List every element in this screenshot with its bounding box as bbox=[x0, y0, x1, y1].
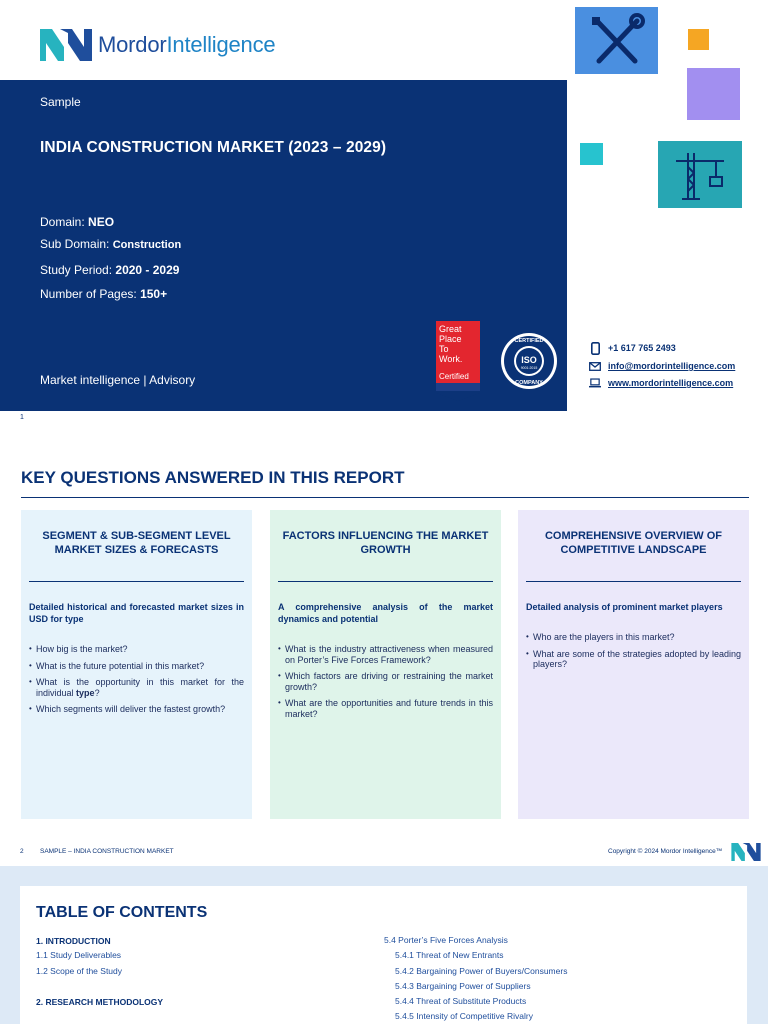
card-market-sizes bbox=[21, 510, 252, 819]
card-lead: A comprehensive analysis of the market dynamics and potential bbox=[278, 602, 493, 624]
footer-copyright: Copyright © 2024 Mordor Intelligence™ bbox=[608, 848, 723, 855]
card-question-list bbox=[29, 644, 244, 721]
list-item: • How big is the market? bbox=[29, 644, 244, 655]
purple-square bbox=[687, 68, 740, 120]
list-item: • What is the future potential in this market? bbox=[29, 661, 244, 672]
list-item: • What are the opportunities and future trends in this market? bbox=[278, 698, 493, 719]
great-place-to-work-badge bbox=[436, 321, 480, 401]
website-link[interactable]: www.mordorintelligence.com bbox=[608, 378, 734, 388]
svg-text:9001:2015: 9001:2015 bbox=[520, 366, 538, 370]
subdomain-row: Sub Domain: Construction bbox=[40, 237, 182, 251]
tools-tile bbox=[575, 7, 658, 74]
page-number-1: 1 bbox=[20, 414, 24, 421]
domain-row: Domain: NEO bbox=[40, 215, 115, 229]
pages-row: Number of Pages: 150+ bbox=[40, 287, 168, 301]
key-questions-title: KEY QUESTIONS ANSWERED IN THIS REPORT bbox=[21, 468, 405, 487]
svg-text:CERTIFIED: CERTIFIED bbox=[514, 338, 544, 344]
mordor-logo-icon bbox=[40, 29, 92, 61]
svg-text:To: To bbox=[439, 344, 449, 354]
study-period-row: Study Period: 2020 - 2029 bbox=[40, 263, 180, 277]
wrench-screwdriver-icon bbox=[575, 7, 658, 74]
card-question-list bbox=[526, 632, 741, 676]
svg-text:COMPANY: COMPANY bbox=[515, 380, 543, 386]
toc-entry[interactable]: 5.4 Porter’s Five Forces Analysis bbox=[384, 935, 508, 945]
svg-text:ISO: ISO bbox=[521, 355, 537, 365]
toc-entry[interactable]: 5.4.2 Bargaining Power of Buyers/Consumers bbox=[395, 966, 568, 976]
report-title: INDIA CONSTRUCTION MARKET (2023 – 2029) bbox=[40, 139, 387, 156]
brand-name: MordorIntelligence bbox=[98, 32, 276, 57]
phone-icon bbox=[589, 342, 601, 354]
toc-entry[interactable]: 2. RESEARCH METHODOLOGY bbox=[36, 997, 164, 1007]
contact-phone: +1 617 765 2493 bbox=[589, 342, 676, 354]
card-competitive-landscape bbox=[518, 510, 749, 819]
card-market-factors bbox=[270, 510, 501, 819]
card-heading: SEGMENT & SUB-SEGMENT LEVEL MARKET SIZES & FORECASTS bbox=[42, 530, 231, 556]
toc-entry[interactable]: 1.2 Scope of the Study bbox=[36, 966, 123, 976]
svg-text:Work.: Work. bbox=[439, 354, 463, 364]
card-question-list bbox=[278, 644, 493, 725]
toc-entry[interactable]: 1.1 Study Deliverables bbox=[36, 950, 122, 960]
card-lead: Detailed analysis of prominent market players bbox=[526, 602, 723, 612]
footer-label: SAMPLE – INDIA CONSTRUCTION MARKET bbox=[40, 848, 174, 855]
list-item: • Which segments will deliver the fastest growth? bbox=[29, 704, 244, 715]
crane-icon bbox=[658, 141, 742, 208]
list-item: • What is the opportunity in this market for the individual type? bbox=[29, 677, 244, 698]
mail-icon bbox=[589, 360, 601, 372]
toc-entry[interactable]: 5.4.5 Intensity of Competitive Rivalry bbox=[395, 1011, 533, 1021]
contact-website[interactable] bbox=[589, 377, 733, 389]
sample-label: Sample bbox=[40, 95, 81, 109]
orange-square bbox=[688, 29, 709, 50]
card-lead: Detailed historical and forecasted market sizes in USD for type bbox=[29, 602, 244, 624]
card-heading: FACTORS INFLUENCING THE MARKET GROWTH bbox=[282, 530, 489, 556]
toc-entry[interactable]: 5.4.3 Bargaining Power of Suppliers bbox=[395, 981, 531, 991]
list-item: • What is the industry attractiveness when measured on Porter’s Five Forces Framework? bbox=[278, 644, 493, 665]
toc-title: TABLE OF CONTENTS bbox=[36, 904, 208, 921]
laptop-icon bbox=[589, 377, 601, 389]
toc-entry[interactable]: 5.4.4 Threat of Substitute Products bbox=[395, 996, 527, 1006]
toc-entry[interactable]: 5.4.1 Threat of New Entrants bbox=[395, 950, 504, 960]
list-item: • Which factors are driving or restraining the market growth? bbox=[278, 671, 493, 692]
card-divider bbox=[526, 581, 741, 582]
title-divider bbox=[21, 497, 749, 498]
iso-certified-badge bbox=[500, 332, 558, 390]
list-item: • What are some of the strategies adopted by leading players? bbox=[526, 649, 741, 670]
svg-text:Certified: Certified bbox=[439, 372, 469, 381]
card-heading: COMPREHENSIVE OVERVIEW OF COMPETITIVE LANDSCAPE bbox=[544, 530, 723, 556]
tagline: Market intelligence | Advisory bbox=[40, 373, 196, 387]
contact-email[interactable] bbox=[589, 360, 735, 372]
svg-text:Place: Place bbox=[439, 334, 462, 344]
cover-panel bbox=[0, 80, 567, 411]
mordor-small-logo-icon bbox=[730, 843, 762, 861]
brand-logo bbox=[40, 28, 275, 62]
email-link[interactable]: info@mordorintelligence.com bbox=[608, 361, 736, 371]
teal-small-square bbox=[580, 143, 603, 165]
toc-entry[interactable]: 1. INTRODUCTION bbox=[36, 936, 111, 946]
page-number-2: 2 bbox=[20, 848, 24, 855]
card-divider bbox=[278, 581, 493, 582]
svg-text:Great: Great bbox=[439, 324, 462, 334]
crane-tile bbox=[658, 141, 742, 208]
card-divider bbox=[29, 581, 244, 582]
list-item: • Who are the players in this market? bbox=[526, 632, 741, 643]
